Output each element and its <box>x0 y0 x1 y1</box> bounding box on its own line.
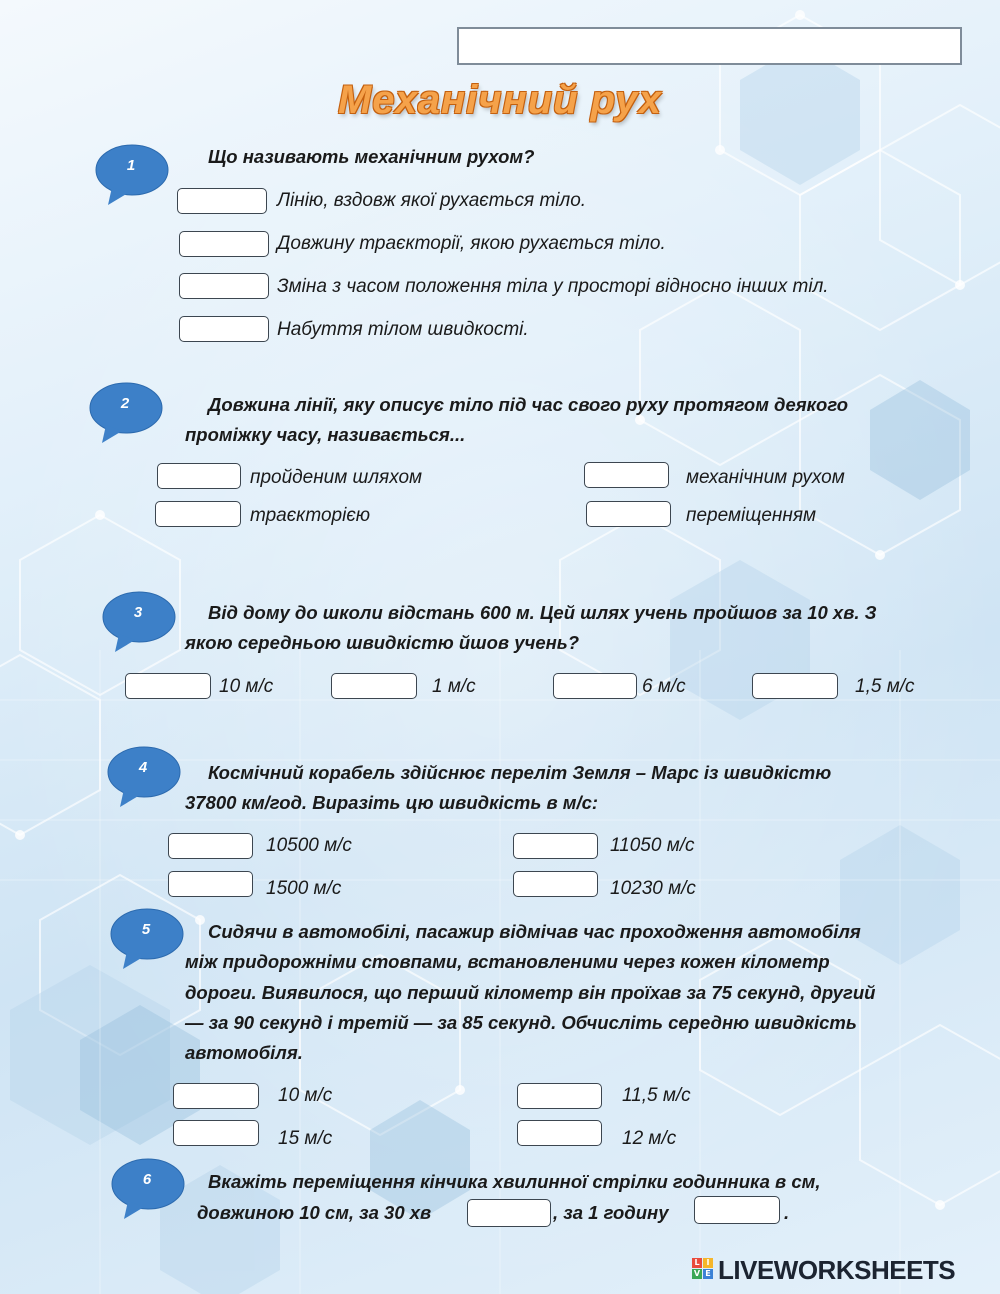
q4-option-3: 1500 м/с <box>266 878 342 899</box>
question-6-text-line-2b: , за 1 годину <box>553 1202 669 1223</box>
q4-option-4: 10230 м/с <box>610 878 696 899</box>
question-2-number: 2 <box>120 395 130 412</box>
logo-mark-letter: E <box>703 1269 713 1279</box>
q2-answer-box-4[interactable] <box>586 501 671 527</box>
q2-option-2: механічним рухом <box>686 467 845 488</box>
q2-option-4: переміщенням <box>686 505 817 526</box>
q1-option-1: Лінію, вздовж якої рухається тіло. <box>277 190 587 211</box>
liveworksheets-logo-mark <box>692 1258 716 1282</box>
q3-option-1: 10 м/с <box>219 676 274 697</box>
q2-option-1: пройденим шляхом <box>250 467 423 488</box>
q5-option-1: 10 м/с <box>278 1085 333 1106</box>
logo-mark-letter: I <box>703 1258 713 1268</box>
question-6-text-line-2a: довжиною 10 см, за 30 хв <box>197 1202 432 1223</box>
liveworksheets-logo <box>692 1255 988 1285</box>
q4-answer-box-3[interactable] <box>168 871 253 897</box>
q4-option-2: 11050 м/с <box>610 835 695 856</box>
q1-answer-box-3[interactable] <box>179 273 269 299</box>
q4-answer-box-1[interactable] <box>168 833 253 859</box>
question-3-number: 3 <box>133 604 143 621</box>
q1-option-4: Набуття тілом швидкості. <box>277 319 529 340</box>
q1-option-3: Зміна з часом положення тіла у просторі відносно інших тіл. <box>277 276 829 297</box>
q2-answer-box-1[interactable] <box>157 463 241 489</box>
q4-option-1: 10500 м/с <box>266 835 352 856</box>
q5-option-4: 12 м/с <box>622 1128 677 1149</box>
student-name-input[interactable] <box>457 27 962 65</box>
q3-answer-box-4[interactable] <box>752 673 838 699</box>
q5-option-3: 15 м/с <box>278 1128 333 1149</box>
question-6-text-line-1: Вкажіть переміщення кінчика хвилинної стрілки годинника в см, <box>208 1171 821 1192</box>
q5-answer-box-4[interactable] <box>517 1120 602 1146</box>
q3-option-3: 6 м/с <box>642 676 686 697</box>
question-2-text-line-2: проміжку часу, називається... <box>185 424 466 445</box>
question-3-text-line-2: якою середньою швидкістю йшов учень? <box>185 632 580 653</box>
question-5-text-line-5: автомобіля. <box>185 1042 303 1063</box>
q5-answer-box-2[interactable] <box>517 1083 602 1109</box>
question-5-text-line-2: між придорожніми стовпами, встановленими через кожен кілометр <box>185 951 830 972</box>
q5-option-2: 11,5 м/с <box>622 1085 691 1106</box>
question-6-number: 6 <box>142 1171 152 1188</box>
question-5-number: 5 <box>141 921 151 938</box>
question-4-text-line-2: 37800 км/год. Виразіть цю швидкість в м/с: <box>185 792 599 813</box>
q1-answer-box-1[interactable] <box>177 188 267 214</box>
question-1-number-bubble <box>94 143 174 209</box>
q3-option-2: 1 м/с <box>432 676 476 697</box>
question-1-number: 1 <box>126 157 136 174</box>
q5-answer-box-3[interactable] <box>173 1120 259 1146</box>
speech-bubble-icon <box>94 143 174 209</box>
logo-mark-letter: V <box>693 1269 701 1278</box>
question-5-text-line-3: дороги. Виявилося, що перший кілометр він проїхав за 75 секунд, другий <box>185 982 876 1003</box>
question-6-text-line-2c: . <box>784 1202 790 1223</box>
q3-answer-box-3[interactable] <box>553 673 637 699</box>
q4-answer-box-4[interactable] <box>513 871 598 897</box>
question-4-number-bubble <box>106 745 186 811</box>
q5-answer-box-1[interactable] <box>173 1083 259 1109</box>
question-2-text-line-1: Довжина лінії, яку описує тіло під час свого руху протягом деякого <box>208 394 849 415</box>
q6-answer-box-30min[interactable] <box>467 1199 551 1227</box>
q1-option-2: Довжину траєкторії, якою рухається тіло. <box>277 233 666 254</box>
q1-answer-box-4[interactable] <box>179 316 269 342</box>
logo-mark-letter: L <box>692 1258 702 1268</box>
worksheet-title: Механічний рух <box>337 78 663 122</box>
speech-bubble-icon <box>101 590 181 656</box>
q3-option-4: 1,5 м/с <box>855 676 915 697</box>
question-2-number-bubble <box>88 381 168 447</box>
speech-bubble-icon <box>106 745 186 811</box>
speech-bubble-icon <box>109 907 189 973</box>
question-5-text-line-1: Сидячи в автомобілі, пасажир відмічав час проходження автомобіля <box>208 921 861 942</box>
q2-answer-box-2[interactable] <box>584 462 669 488</box>
q4-answer-box-2[interactable] <box>513 833 598 859</box>
liveworksheets-logo-text: LIVEWORKSHEETS <box>718 1255 956 1285</box>
question-3-number-bubble <box>101 590 181 656</box>
q3-answer-box-2[interactable] <box>331 673 417 699</box>
speech-bubble-icon <box>110 1157 190 1223</box>
speech-bubble-icon <box>88 381 168 447</box>
q2-answer-box-3[interactable] <box>155 501 241 527</box>
question-5-number-bubble <box>109 907 189 973</box>
question-5-text-line-4: — за 90 секунд і третій — за 85 секунд. Обчисліть середню швидкість <box>185 1012 857 1033</box>
question-3-text-line-1: Від дому до школи відстань 600 м. Цей шлях учень пройшов за 10 хв. З <box>208 602 877 623</box>
q6-answer-box-1hour[interactable] <box>694 1196 780 1224</box>
question-6-number-bubble <box>110 1157 190 1223</box>
question-1-text: Що називають механічним рухом? <box>208 146 535 167</box>
question-4-text-line-1: Космічний корабель здійснює переліт Земля – Марс із швидкістю <box>208 762 832 783</box>
q1-answer-box-2[interactable] <box>179 231 269 257</box>
question-4-number: 4 <box>138 759 148 776</box>
q3-answer-box-1[interactable] <box>125 673 211 699</box>
q2-option-3: траєкторією <box>250 505 371 526</box>
